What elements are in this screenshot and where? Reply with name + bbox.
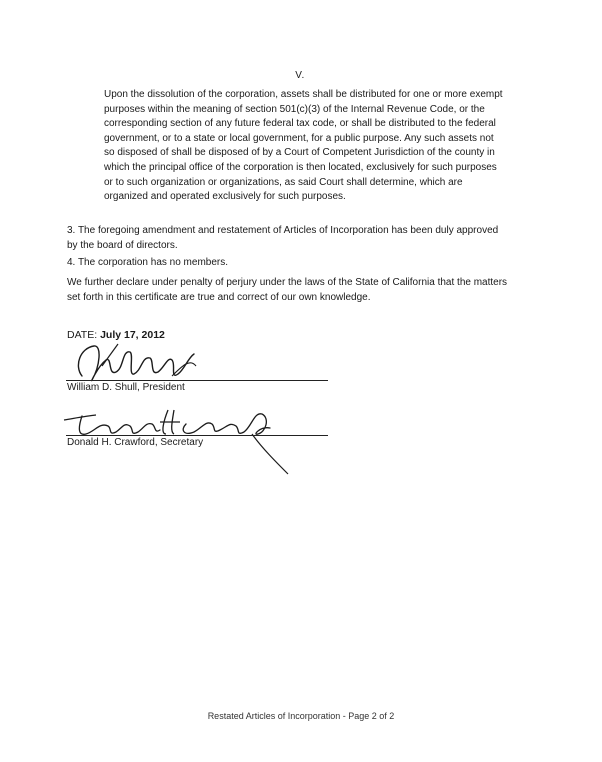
president-name: William D. Shull, President xyxy=(67,382,185,393)
item-4-paragraph: 4. The corporation has no members. xyxy=(67,257,229,268)
declaration-paragraph: We further declare under penalty of perjury under the laws of the State of California that the matters set forth in this certificate are true and correct of our own knowledge. xyxy=(67,277,508,303)
secretary-signature-line xyxy=(66,435,328,436)
date-label: DATE: xyxy=(67,329,98,341)
section-heading: V. xyxy=(295,70,305,81)
dissolution-paragraph: Upon the dissolution of the corporation, assets shall be distributed for one or more exempt purposes within the meaning of section 501(c)(3) of the Internal Revenue Code, or the corresponding section of any future federal tax code, or shall be distributed to the federal government, or to a state or local government, for a public purpose. Any such assets not so disposed of shall be disposed of by a Court of Competent Jurisdiction of the county in which the principal office of the corporation is then located, exclusively for such purposes or to such organization or organizations, as said Court shall determine, which are organized and operated exclusively for such purposes. xyxy=(104,89,503,203)
page-footer: Restated Articles of Incorporation - Page 2 of 2 xyxy=(207,711,395,721)
item-3-paragraph: 3. The foregoing amendment and restatement of Articles of Incorporation has been duly approved by the board of directors. xyxy=(67,225,499,251)
secretary-name: Donald H. Crawford, Secretary xyxy=(67,437,204,448)
date-value: July 17, 2012 xyxy=(100,329,165,341)
president-signature-line xyxy=(66,380,328,381)
